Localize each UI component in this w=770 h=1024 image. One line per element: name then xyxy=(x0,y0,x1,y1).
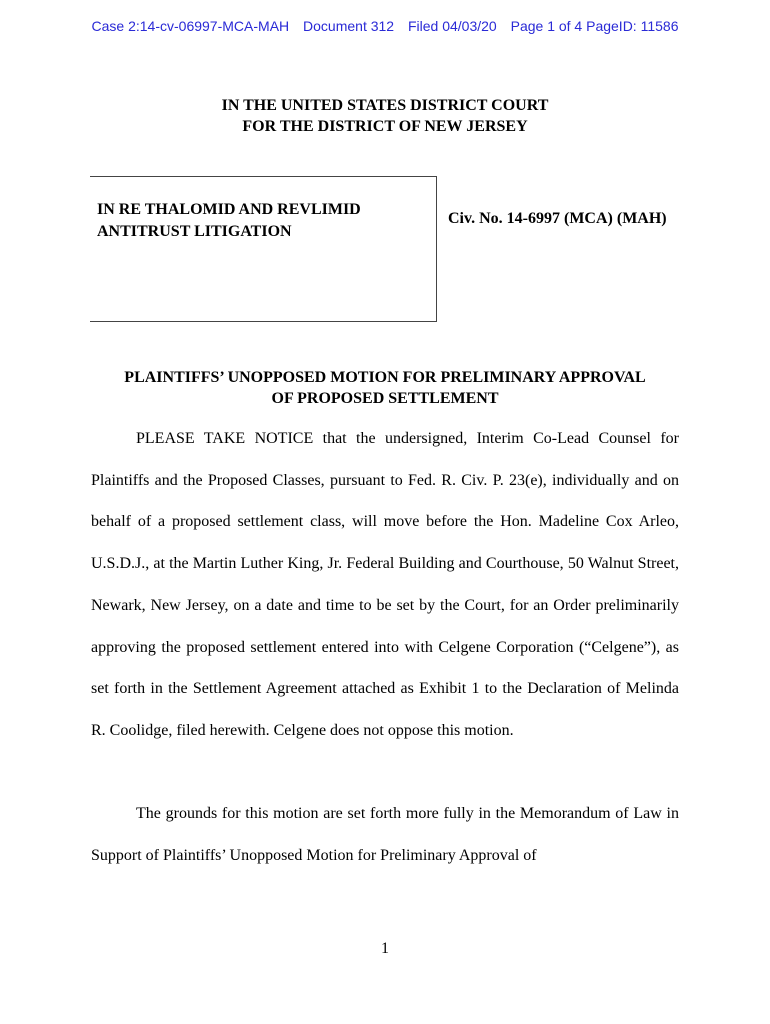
motion-title-line1: PLAINTIFFS’ UNOPPOSED MOTION FOR PRELIMINARY APPROVAL xyxy=(124,369,646,386)
ecf-case-number: Case 2:14-cv-06997-MCA-MAH xyxy=(91,18,290,34)
ecf-page-id: Page 1 of 4 PageID: 11586 xyxy=(510,18,679,34)
court-heading xyxy=(0,95,770,137)
court-heading-line1: IN THE UNITED STATES DISTRICT COURT xyxy=(221,97,549,114)
ecf-document-number: Document 312 xyxy=(303,18,395,34)
motion-title xyxy=(0,367,770,409)
case-name xyxy=(97,199,361,243)
ecf-filed-date: Filed 04/03/20 xyxy=(407,18,497,34)
notice-paragraph: PLEASE TAKE NOTICE that the undersigned, Interim Co-Lead Counsel for Plaintiffs and the Proposed Classes, pursuant to Fed. R. Civ. P. 23(e), individually and on behalf of a proposed settlement class, will move before the Hon. Madeline Cox Arleo, U.S.D.J., at the Martin Luther King, Jr. Federal Building and Courthouse, 50 Walnut Street, Newark, New Jersey, on a date and time to be set by the Court, for an Order preliminarily approving the proposed settlement entered into with Celgene Corporation (“Celgene”), as set forth in the Settlement Agreement attached as Exhibit 1 to the Declaration of Melinda R. Coolidge, filed herewith. Celgene does not oppose this motion. xyxy=(91,430,679,739)
body-paragraph-2 xyxy=(91,793,679,876)
grounds-paragraph: The grounds for this motion are set forth more fully in the Memorandum of Law in Support of Plaintiffs’ Unopposed Motion for Preliminary Approval of xyxy=(91,805,679,864)
motion-title-line2: OF PROPOSED SETTLEMENT xyxy=(271,390,499,407)
case-caption-box xyxy=(90,176,437,322)
case-name-line2: ANTITRUST LITIGATION xyxy=(97,223,292,240)
page-number: 1 xyxy=(381,940,389,957)
ecf-filing-header xyxy=(0,18,770,34)
case-name-line1: IN RE THALOMID AND REVLIMID xyxy=(97,201,361,218)
court-heading-line2: FOR THE DISTRICT OF NEW JERSEY xyxy=(242,118,528,135)
body-paragraph-1 xyxy=(91,418,679,752)
civil-action-number: Civ. No. 14-6997 (MCA) (MAH) xyxy=(448,210,667,227)
